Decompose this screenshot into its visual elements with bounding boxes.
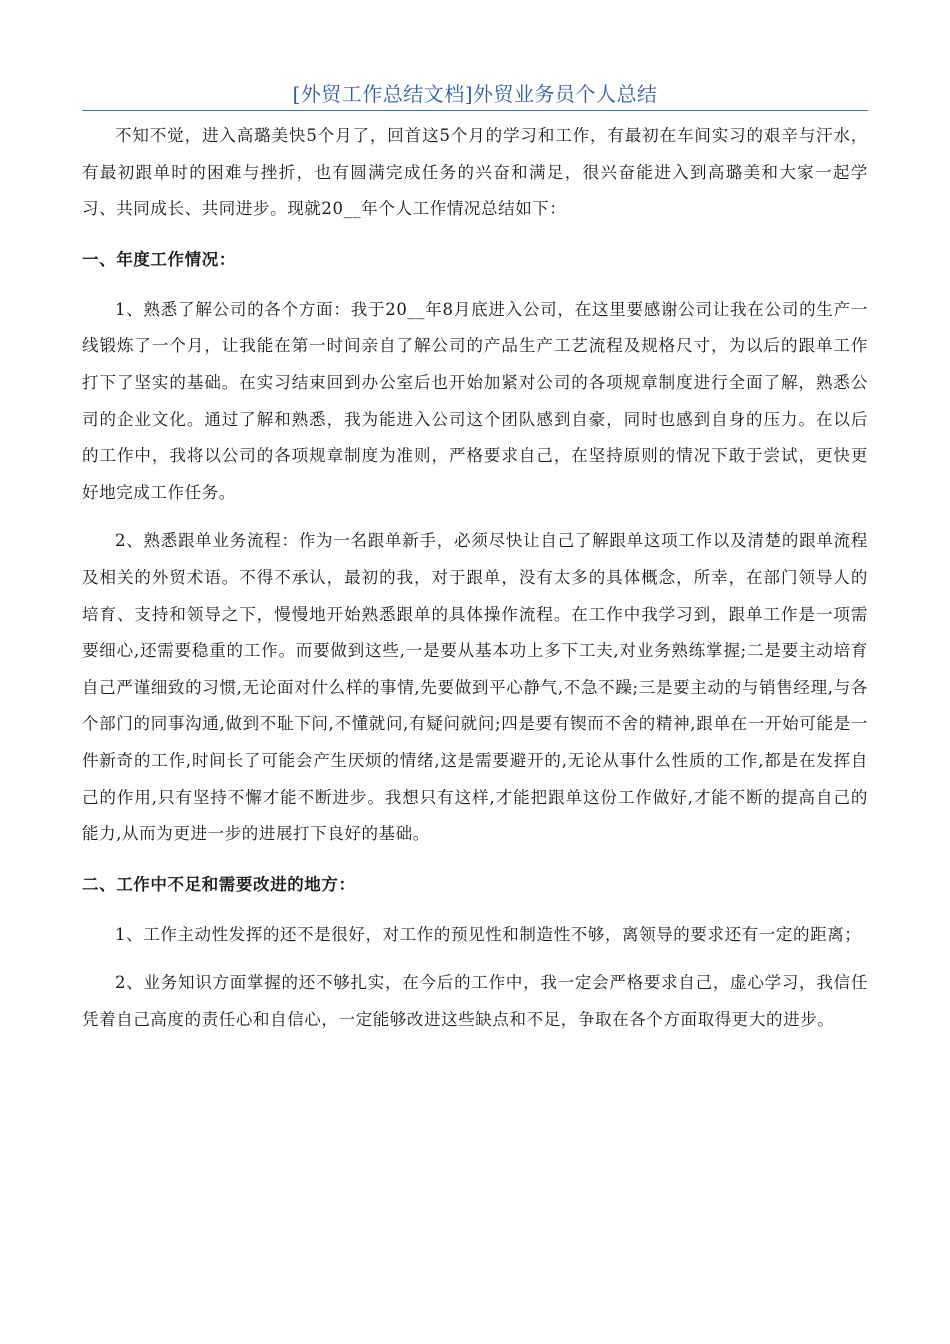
section1-item-2: 2、熟悉跟单业务流程：作为一名跟单新手，必须尽快让自己了解跟单这项工作以及清楚的跟单流程及相关的外贸术语。不得不承认，最初的我，对于跟单，没有太多的具体概念，所幸，在部门领导人的培育、支持和领导之下，慢慢地开始熟悉跟单的具体操作流程。在工作中我学习到，跟单工作是一项需要细心,还需要稳重的工作。而要做到这些,一是要从基本功上多下工夫,对业务熟练掌握;二是要主动培育自己严谨细致的习惯,无论面对什么样的事情,先要做到平心静气,不急不躁;三是要主动的与销售经理,与各个部门的同事沟通,做到不耻下问,不懂就问,有疑问就问;四是要有锲而不舍的精神,跟单在一开始可能是一件新奇的工作,时间长了可能会产生厌烦的情绪,这是需要避开的,无论从事什么性质的工作,都是在发挥自己的作用,只有坚持不懈才能不断进步。我想只有这样,才能把跟单这份工作做好,才能不断的提高自己的能力,从而为更进一步的进展打下良好的基础。	[82, 531, 868, 844]
document-title: [外贸工作总结文档]外贸业务员个人总结	[292, 82, 658, 106]
section-heading-annual-work: 一、年度工作情况：	[82, 249, 236, 269]
document-header	[82, 80, 868, 111]
section2-item-2: 2、业务知识方面掌握的还不够扎实，在今后的工作中，我一定会严格要求自己，虚心学习，我信任凭着自己高度的责任心和自信心，一定能够改进这些缺点和不足，争取在各个方面取得更大的进步。	[82, 973, 868, 1029]
section2-item-1: 1、工作主动性发挥的还不是很好，对工作的预见性和制造性不够，离领导的要求还有一定的距离；	[115, 924, 862, 944]
intro-paragraph: 不知不觉，进入高璐美快5个月了，回首这5个月的学习和工作，有最初在车间实习的艰辛与汗水，有最初跟单时的困难与挫折，也有圆满完成任务的兴奋和满足，很兴奋能进入到高璐美和大家一起学习、共同成长、共同进步。现就20__年个人工作情况总结如下：	[82, 126, 868, 219]
document-body	[82, 118, 868, 1038]
section1-item-1: 1、熟悉了解公司的各个方面：我于20__年8月底进入公司，在这里要感谢公司让我在公司的生产一线锻炼了一个月，让我能在第一时间亲自了解公司的产品生产工艺流程及规格尺寸，为以后的跟单工作打下了坚实的基础。在实习结束回到办公室后也开始加紧对公司的各项规章制度进行全面了解，熟悉公司的企业文化。通过了解和熟悉，我为能进入公司这个团队感到自豪，同时也感到自身的压力。在以后的工作中，我将以公司的各项规章制度为准则，严格要求自己，在坚持原则的情况下敢于尝试，更快更好地完成工作任务。	[82, 299, 868, 502]
section-heading-improvements: 二、工作中不足和需要改进的地方：	[82, 874, 356, 894]
